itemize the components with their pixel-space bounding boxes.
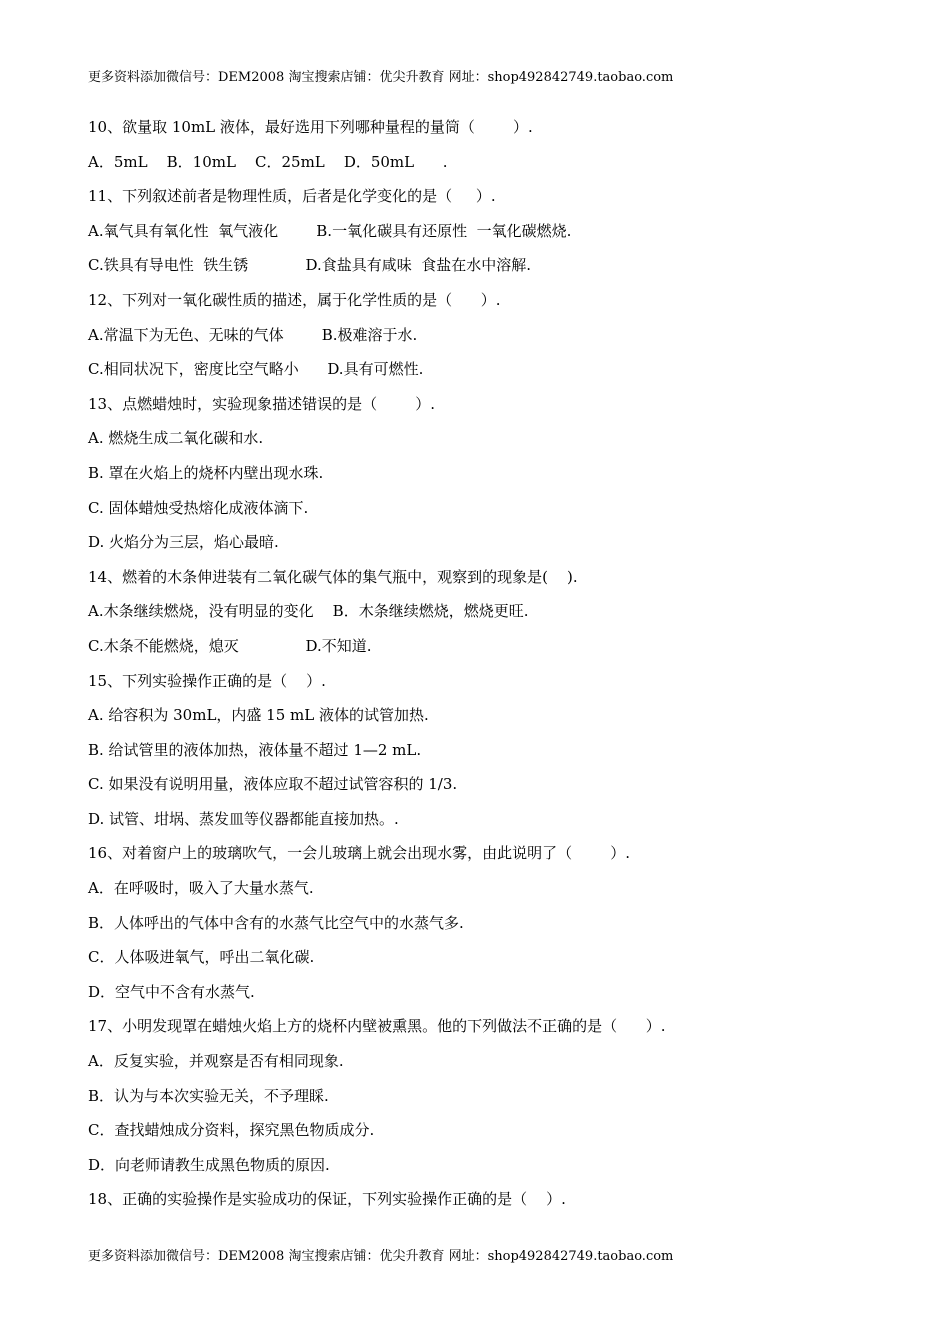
question-10-stem: 10、欲量取 10mL 液体，最好选用下列哪种量程的量筒（ ）.: [88, 118, 533, 136]
question-17-stem: 17、小明发现罩在蜡烛火焰上方的烧杯内壁被熏黑。他的下列做法不正确的是（ ）.: [88, 1017, 666, 1036]
question-16-option-c: C．人体吸进氧气，呼出二氧化碳.: [88, 948, 315, 967]
page-footer: 更多资料添加微信号：DEM2008 淘宝搜索店铺：优尖升教育 网址：shop492842749.taobao.com: [88, 1249, 674, 1264]
question-13-option-d: D. 火焰分为三层，焰心最暗.: [88, 533, 279, 552]
question-11-options-ab: A.氧气具有氧化性 氧气液化 B.一氧化碳具有还原性 一氧化碳燃烧.: [88, 221, 572, 240]
question-14-stem: 14、燃着的木条伸进装有二氧化碳气体的集气瓶中，观察到的现象是( ).: [88, 567, 578, 586]
question-12-options-cd: C.相同状况下，密度比空气略小 D.具有可燃性.: [88, 360, 424, 379]
question-10-options: A．5mL B．10mL C．25mL D．50mL .: [88, 152, 448, 171]
question-17-option-a: A．反复实验，并观察是否有相同现象.: [88, 1052, 344, 1071]
question-17-option-c: C．查找蜡烛成分资料，探究黑色物质成分.: [88, 1121, 375, 1140]
question-12-stem: 12、下列对一氧化碳性质的描述，属于化学性质的是（ ）.: [88, 290, 501, 309]
question-14-options-ab: A.木条继续燃烧，没有明显的变化 B．木条继续燃烧，燃烧更旺.: [88, 602, 529, 621]
question-15-option-c: C. 如果没有说明用量，液体应取不超过试管容积的 1/3.: [88, 775, 458, 794]
question-15-option-d: D. 试管、坩埚、蒸发皿等仪器都能直接加热。.: [88, 809, 399, 828]
page-header: 更多资料添加微信号：DEM2008 淘宝搜索店铺：优尖升教育 网址：shop492842749.taobao.com: [88, 70, 674, 85]
question-content: [88, 117, 888, 1224]
question-13-option-a: A. 燃烧生成二氧化碳和水.: [88, 429, 264, 448]
question-12-options-ab: A.常温下为无色、无味的气体 B.极难溶于水.: [88, 325, 418, 344]
question-13-option-b: B. 罩在火焰上的烧杯内壁出现水珠.: [88, 463, 324, 482]
question-13-option-c: C. 固体蜡烛受热熔化成液体滴下.: [88, 498, 309, 517]
question-16-option-b: B．人体呼出的气体中含有的水蒸气比空气中的水蒸气多.: [88, 913, 464, 932]
question-16-option-d: D．空气中不含有水蒸气.: [88, 982, 255, 1001]
question-16-stem: 16、对着窗户上的玻璃吹气，一会儿玻璃上就会出现水雾，由此说明了（ ）.: [88, 844, 631, 863]
question-15-stem: 15、下列实验操作正确的是（ ）.: [88, 671, 326, 690]
question-15-option-a: A. 给容积为 30mL，内盛 15 mL 液体的试管加热.: [88, 706, 429, 725]
question-17-option-b: B．认为与本次实验无关，不予理睬.: [88, 1086, 329, 1105]
question-11-stem: 11、下列叙述前者是物理性质，后者是化学变化的是（ ）.: [88, 187, 496, 206]
question-14-options-cd: C.木条不能燃烧，熄灭 D.不知道.: [88, 636, 372, 655]
question-15-option-b: B. 给试管里的液体加热，液体量不超过 1—2 mL.: [88, 740, 422, 759]
question-11-options-cd: C.铁具有导电性 铁生锈 D.食盐具有咸味 食盐在水中溶解.: [88, 256, 532, 275]
question-18-stem: 18、正确的实验操作是实验成功的保证，下列实验操作正确的是（ ）.: [88, 1190, 566, 1209]
question-13-stem: 13、点燃蜡烛时，实验现象描述错误的是（ ）.: [88, 394, 436, 413]
question-17-option-d: D．向老师请教生成黑色物质的原因.: [88, 1155, 330, 1174]
question-16-option-a: A．在呼吸时，吸入了大量水蒸气.: [88, 879, 314, 898]
